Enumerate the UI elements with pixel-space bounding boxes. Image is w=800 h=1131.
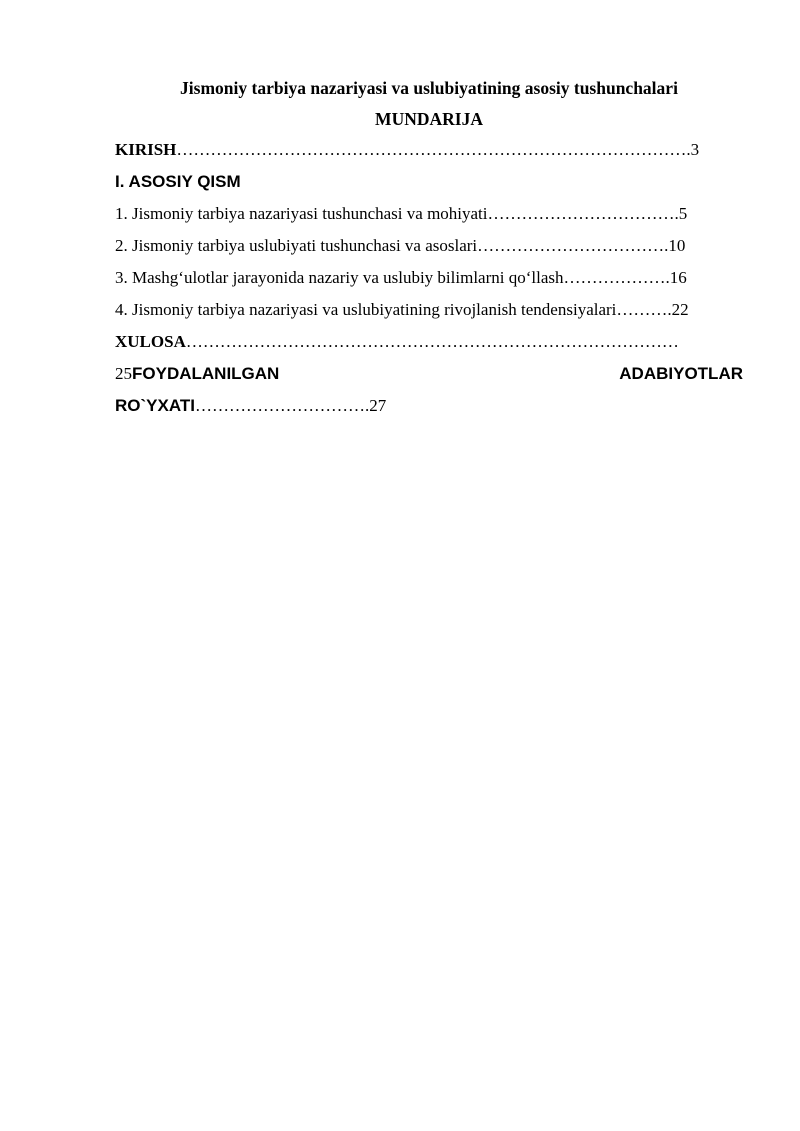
toc-entry-3[interactable] bbox=[115, 262, 743, 294]
toc-entry-royxati[interactable] bbox=[115, 390, 743, 422]
document-title: Jismoniy tarbiya nazariyasi va uslubiyatining asosiy tushunchalari bbox=[180, 78, 678, 98]
toc-leader-dots: ……………………………. bbox=[487, 204, 679, 223]
toc-page-number: 27 bbox=[369, 396, 387, 415]
toc-page-number: 22 bbox=[671, 300, 689, 319]
toc-entry-label-part1 bbox=[115, 358, 279, 390]
toc-entry-label: KIRISH bbox=[115, 140, 177, 159]
toc-entry-label: 4. Jismoniy tarbiya nazariyasi va uslubiyatining rivojlanish tendensiyalari bbox=[115, 300, 617, 319]
toc-entry-label-word: ADABIYOTLAR bbox=[619, 364, 743, 383]
toc-page-number: 16 bbox=[669, 268, 687, 287]
section-title: I. ASOSIY QISM bbox=[115, 172, 241, 191]
toc-entry-xulosa[interactable] bbox=[115, 326, 743, 358]
toc-page-number: 25 bbox=[115, 364, 132, 383]
toc-entry-label: 3. Mashg‘ulotlar jarayonida nazariy va uslubiy bilimlarni qo‘llash bbox=[115, 268, 564, 287]
toc-leader-dots: ……………………………. bbox=[477, 236, 669, 255]
toc-leader-dots: ………………. bbox=[563, 268, 670, 287]
toc-entry-2[interactable] bbox=[115, 230, 743, 262]
toc-page-number: .3 bbox=[686, 140, 700, 159]
toc-entry-label: RO`YXATI bbox=[115, 396, 195, 415]
toc-entry-4[interactable] bbox=[115, 294, 743, 326]
toc-entry-label: 2. Jismoniy tarbiya uslubiyati tushunchasi va asoslari bbox=[115, 236, 478, 255]
toc-page-number: 5 bbox=[678, 204, 688, 223]
document-page bbox=[115, 74, 743, 422]
toc-leader-dots: …………………………. bbox=[194, 396, 370, 415]
toc-entry-foydalanilgan[interactable] bbox=[115, 358, 743, 390]
toc-page-number: 10 bbox=[668, 236, 686, 255]
toc-entry-label: 1. Jismoniy tarbiya nazariyasi tushunchasi va mohiyati bbox=[115, 204, 488, 223]
toc-leader-dots: ………. bbox=[616, 300, 672, 319]
toc-leader-dots: …………………………………………………………………………… bbox=[185, 332, 679, 351]
toc-heading: MUNDARIJA bbox=[375, 109, 483, 129]
toc-entry-label-word: FOYDALANILGAN bbox=[132, 364, 280, 383]
toc-entry-kirish[interactable] bbox=[115, 134, 743, 166]
toc-section-heading bbox=[115, 166, 743, 198]
toc-entry-1[interactable] bbox=[115, 198, 743, 230]
toc-entry-label: XULOSA bbox=[115, 332, 186, 351]
toc-leader-dots: ……………………………………………………………………………… bbox=[176, 140, 687, 159]
